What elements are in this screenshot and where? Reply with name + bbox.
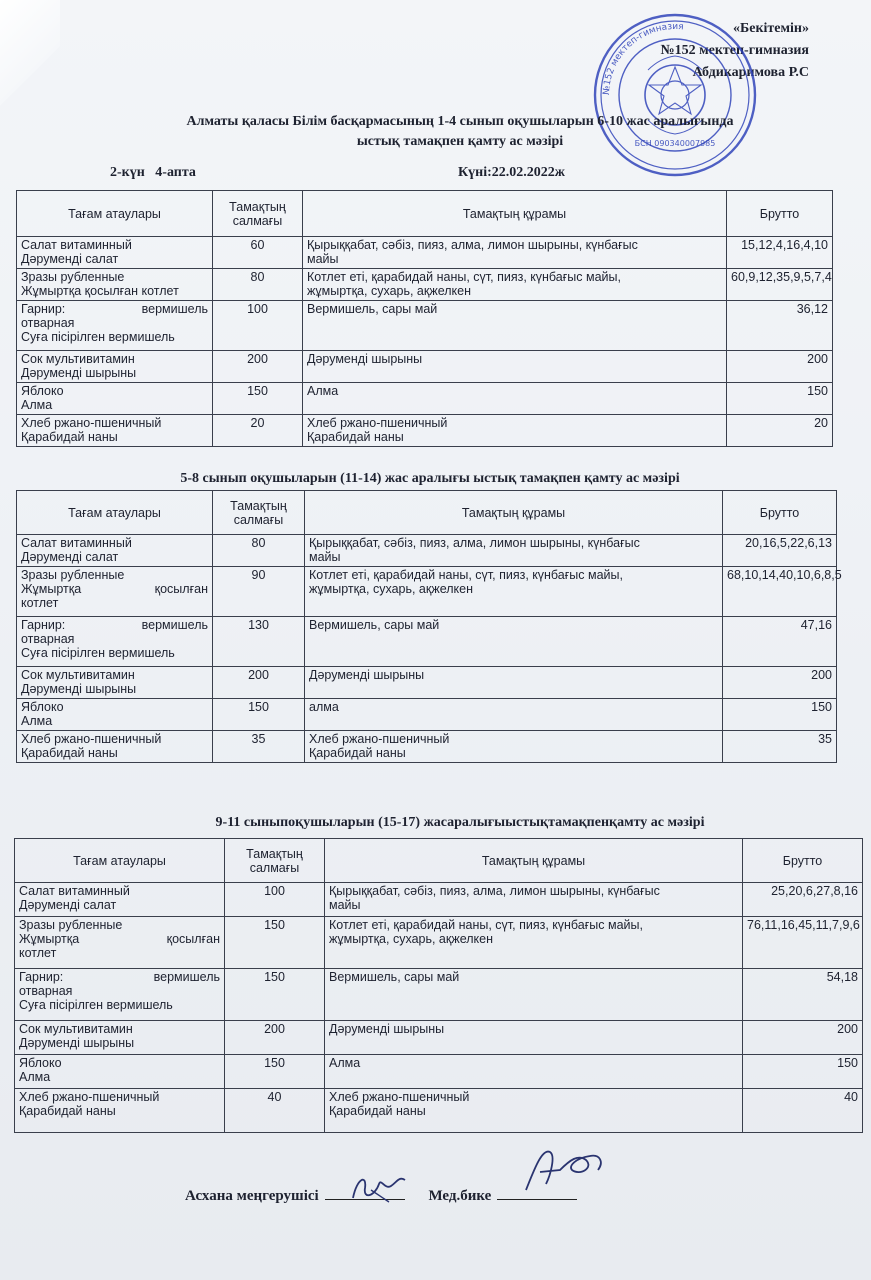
dish-weight: 60 [213,237,303,269]
dish-brutto: 150 [743,1055,863,1089]
dish-composition-2: Қарабидай наны [307,430,404,444]
dish-composition-2: майы [307,252,339,266]
table-row [17,617,837,667]
dish-composition: Дәруменді шырыны [307,352,423,366]
approval-line-3: Абдикаримова Р.С [692,65,809,80]
table-row [17,731,837,763]
section-3-title: 9-11 сыныпоқушыларын (15-17) жасаралығыыстықтамақпенқамту ас мәзірі [215,815,705,830]
dish-name-kz: Қарабидай наны [19,1104,116,1118]
dish-composition: Дәруменді шырыны [309,668,425,682]
dish-composition: Хлеб ржано-пшеничный [309,732,450,746]
menu-table-3 [14,838,863,1133]
table-header-row [15,839,863,883]
approval-line-2: №152 мектеп-гимназия [660,43,809,58]
dish-weight: 35 [213,731,305,763]
table-header-row [17,191,833,237]
dish-brutto: 20,16,5,22,6,13 [723,535,837,567]
official-seal-icon [590,10,760,180]
dish-weight: 100 [213,301,303,351]
dish-composition: Қырыққабат, сәбіз, пияз, алма, лимон шырыны, күнбағыс [309,536,640,550]
dish-brutto: 54,18 [743,969,863,1021]
dish-name: Яблоко [21,384,64,398]
dish-weight: 200 [213,667,305,699]
table-row [15,969,863,1021]
dish-composition: Котлет еті, қарабидай наны, сүт, пияз, күнбағыс майы, [329,918,643,932]
dish-composition: Котлет еті, қарабидай наны, сүт, пияз, күнбағыс майы, [309,568,623,582]
dish-brutto: 200 [727,351,833,383]
dish-name-3: котлет [21,596,59,610]
seal-text: №152 мектеп-гимназия [601,21,685,96]
table-row [17,415,833,447]
dish-name-kz: Жұмыртқа қосылған [21,582,208,596]
table-row [17,667,837,699]
header-name: Тағам атаулары [17,491,213,535]
date-label: Күні:22.02.2022ж [458,165,565,180]
dish-composition-2: Қарабидай наны [309,746,406,760]
table-row [15,883,863,917]
dish-name: Салат витаминный [21,238,132,252]
dish-name-kz: Дәруменді шырыны [21,682,137,696]
dish-weight: 80 [213,535,305,567]
table-row [15,1089,863,1133]
dish-composition: Хлеб ржано-пшеничный [307,416,448,430]
header-brutto: Брутто [723,491,837,535]
seal-bin: БСН 090340007985 [634,139,716,148]
dish-composition-2: жұмыртқа, сухарь, ақжелкен [329,932,494,946]
table-row [15,917,863,969]
dish-brutto: 200 [743,1021,863,1055]
day-date-line [110,165,610,181]
header-composition: Тамақтың құрамы [305,491,723,535]
dish-name: Салат витаминный [21,536,132,550]
dish-name-kz: Дәруменді шырыны [19,1036,135,1050]
dish-composition: Қырыққабат, сәбіз, пияз, алма, лимон шырыны, күнбағыс [307,238,638,252]
dish-name-3: котлет [19,946,57,960]
table-row [17,535,837,567]
dish-brutto: 60,9,12,35,9,5,7,4 [727,269,833,301]
dish-name: Сок мультивитамин [21,668,135,682]
dish-brutto: 20 [727,415,833,447]
dish-weight: 150 [213,699,305,731]
dish-name: Зразы рубленные [19,918,123,932]
header-weight: Тамақтың салмағы [213,491,305,535]
header-composition: Тамақтың құрамы [325,839,743,883]
dish-brutto: 15,12,4,16,4,10 [727,237,833,269]
table-row [17,699,837,731]
dish-name: Гарнир: вермишель [21,302,208,316]
table-row [17,567,837,617]
dish-composition: Хлеб ржано-пшеничный [329,1090,470,1104]
header-name: Тағам атаулары [15,839,225,883]
dish-weight: 40 [225,1089,325,1133]
title-line-1: Алматы қаласы Білім басқармасының 1-4 сынып оқушыларын 6-10 жас аралығында [186,114,734,129]
dish-brutto: 36,12 [727,301,833,351]
dish-name: Зразы рубленные [21,568,125,582]
cook-label: Асхана меңгерушісі [185,1188,319,1204]
table-row [17,269,833,301]
dish-name-kz: Суға пісірілген вермишель [19,998,173,1012]
dish-composition: Котлет еті, қарабидай наны, сүт, пияз, күнбағыс майы, [307,270,621,284]
dish-brutto: 150 [727,383,833,415]
document-title [90,112,830,152]
dish-weight: 100 [225,883,325,917]
dish-name: Гарнир: вермишель [21,618,208,632]
nurse-signature-icon [520,1140,610,1200]
dish-weight: 150 [213,383,303,415]
header-brutto: Брутто [727,191,833,237]
dish-composition-2: жұмыртқа, сухарь, ақжелкен [309,582,474,596]
dish-name-kz: Қарабидай наны [21,746,118,760]
dish-name: Яблоко [19,1056,62,1070]
dish-weight: 150 [225,917,325,969]
dish-weight: 20 [213,415,303,447]
dish-name: Хлеб ржано-пшеничный [19,1090,160,1104]
dish-brutto: 35 [723,731,837,763]
dish-composition-2: жұмыртқа, сухарь, ақжелкен [307,284,472,298]
dish-composition: Дәруменді шырыны [329,1022,445,1036]
title-line-2: ыстық тамақпен қамту ас мәзірі [356,134,564,149]
dish-name-kz: Жұмыртқа қосылған [19,932,220,946]
svg-text:№152 мектеп-гимназия [602,22,684,95]
cook-signature-icon [345,1168,415,1208]
day-label: 2-күн 4-апта [110,165,196,180]
table-header-row [17,491,837,535]
table-row [17,351,833,383]
dish-weight: 150 [225,1055,325,1089]
dish-weight: 200 [225,1021,325,1055]
section-2-title: 5-8 сынып оқушыларын (11-14) жас аралығы ыстық тамақпен қамту ас мәзірі [180,471,680,486]
table-row [17,237,833,269]
dish-name: Хлеб ржано-пшеничный [21,416,162,430]
dish-composition: Вермишель, сары май [307,302,438,316]
dish-name-kz: Суға пісірілген вермишель [21,330,175,344]
dish-name: Сок мультивитамин [19,1022,133,1036]
header-weight: Тамақтың салмағы [225,839,325,883]
dish-weight: 130 [213,617,305,667]
dish-brutto: 68,10,14,40,10,6,8,5 [723,567,837,617]
dish-name-kz: Қарабидай наны [21,430,118,444]
dish-name-kz: Дәруменді салат [19,898,117,912]
dish-weight: 150 [225,969,325,1021]
dish-name: Салат витаминный [19,884,130,898]
dish-brutto: 40 [743,1089,863,1133]
dish-name: Яблоко [21,700,64,714]
dish-composition: Алма [307,384,339,398]
dish-name-kz: Алма [19,1070,51,1084]
dish-composition: Қырыққабат, сәбіз, пияз, алма, лимон шырыны, күнбағыс [329,884,660,898]
table-row [15,1055,863,1089]
dish-composition-2: Қарабидай наны [329,1104,426,1118]
dish-name-kz: Дәруменді салат [21,252,119,266]
dish-name-2: отварная [21,316,75,330]
header-weight: Тамақтың салмағы [213,191,303,237]
dish-brutto: 47,16 [723,617,837,667]
dish-name-kz: Дәруменді салат [21,550,119,564]
dish-composition: Вермишель, сары май [329,970,460,984]
header-composition: Тамақтың құрамы [303,191,727,237]
dish-brutto: 76,11,16,45,11,7,9,6 [743,917,863,969]
dish-weight: 200 [213,351,303,383]
header-name: Тағам атаулары [17,191,213,237]
dish-name: Зразы рубленные [21,270,125,284]
dish-weight: 80 [213,269,303,301]
dish-name-kz: Жұмыртқа қосылған котлет [21,284,179,298]
menu-table-2 [16,490,842,763]
dish-name: Гарнир: вермишель [19,970,220,984]
dish-composition: Алма [329,1056,361,1070]
torn-corner [0,0,60,115]
dish-name-2: отварная [21,632,75,646]
dish-weight: 90 [213,567,305,617]
table-row [17,383,833,415]
table-row [15,1021,863,1055]
dish-name-2: отварная [19,984,73,998]
table-row [17,301,833,351]
header-brutto: Брутто [743,839,863,883]
dish-name-kz: Дәруменді шырыны [21,366,137,380]
dish-composition: алма [309,700,339,714]
dish-brutto: 200 [723,667,837,699]
dish-name: Хлеб ржано-пшеничный [21,732,162,746]
dish-name: Сок мультивитамин [21,352,135,366]
dish-composition-2: майы [309,550,341,564]
dish-name-kz: Алма [21,398,53,412]
dish-name-kz: Суға пісірілген вермишель [21,646,175,660]
nurse-label: Мед.бике [428,1188,492,1204]
menu-table-1 [16,190,833,447]
dish-name-kz: Алма [21,714,53,728]
dish-composition-2: майы [329,898,361,912]
dish-brutto: 150 [723,699,837,731]
approval-line-1: «Бекітемін» [732,21,809,36]
dish-brutto: 25,20,6,27,8,16 [743,883,863,917]
dish-composition: Вермишель, сары май [309,618,440,632]
